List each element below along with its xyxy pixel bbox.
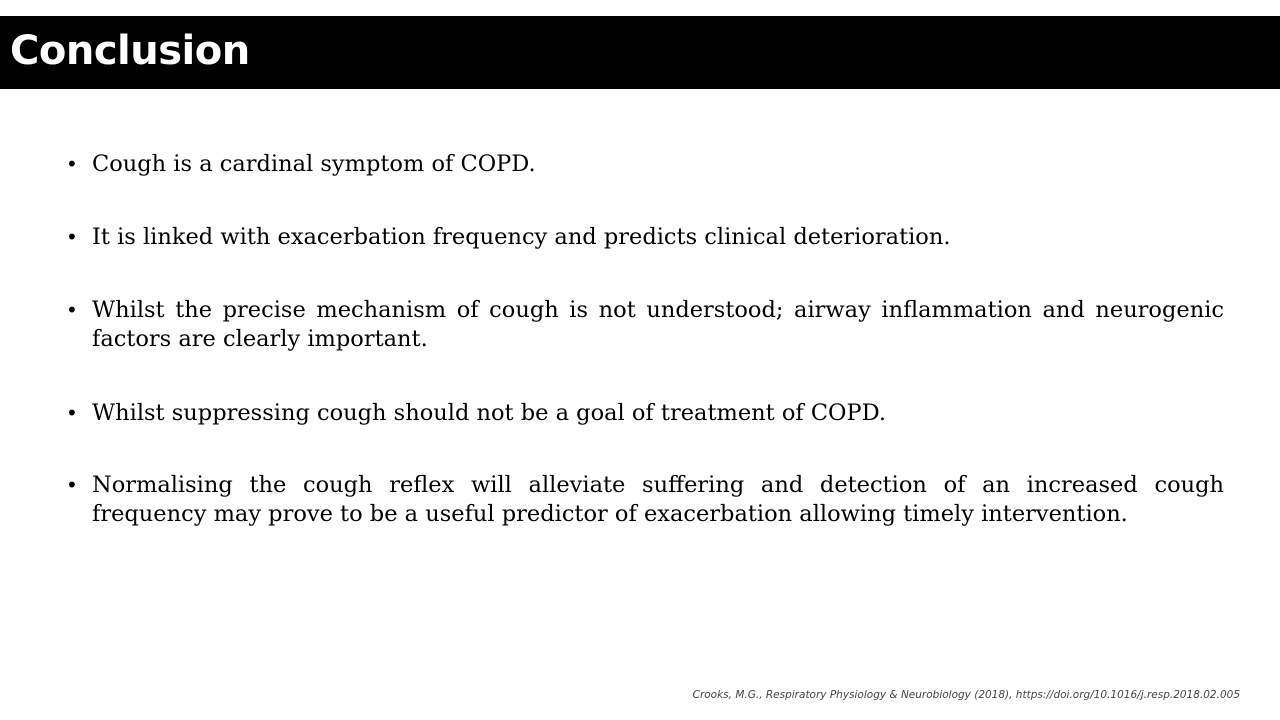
bullet-item: [66, 296, 1224, 354]
bullet-marker: •: [66, 401, 78, 425]
title-bar: [0, 16, 1280, 89]
bullet-text: Whilst the precise mechanism of cough is not understood; airway inflammation and neurogenic factors are clearly important.: [92, 297, 1224, 352]
bullet-text: Normalising the cough reflex will alleviate suffering and detection of an increased cough frequency may prove to be a useful predictor of exacerbation allowing timely intervention.: [92, 472, 1224, 527]
bullet-marker: •: [66, 225, 78, 249]
bullet-item: [66, 150, 1224, 179]
bullet-text: Whilst suppressing cough should not be a goal of treatment of COPD.: [92, 400, 887, 426]
citation-reference: Crooks, M.G., Respiratory Physiology & Neurobiology (2018), https://doi.org/10.1016/j.resp.2018.02.005: [692, 689, 1240, 701]
bullet-text: Cough is a cardinal symptom of COPD.: [92, 151, 536, 177]
bullet-item: [66, 399, 1224, 428]
bullet-marker: •: [66, 298, 78, 322]
bullet-marker: •: [66, 473, 78, 497]
bullet-item: [66, 223, 1224, 252]
bullet-item: [66, 471, 1224, 529]
slide-title: Conclusion: [10, 28, 250, 74]
bullet-text: It is linked with exacerbation frequency and predicts clinical deterioration.: [92, 224, 951, 250]
bullet-marker: •: [66, 152, 78, 176]
